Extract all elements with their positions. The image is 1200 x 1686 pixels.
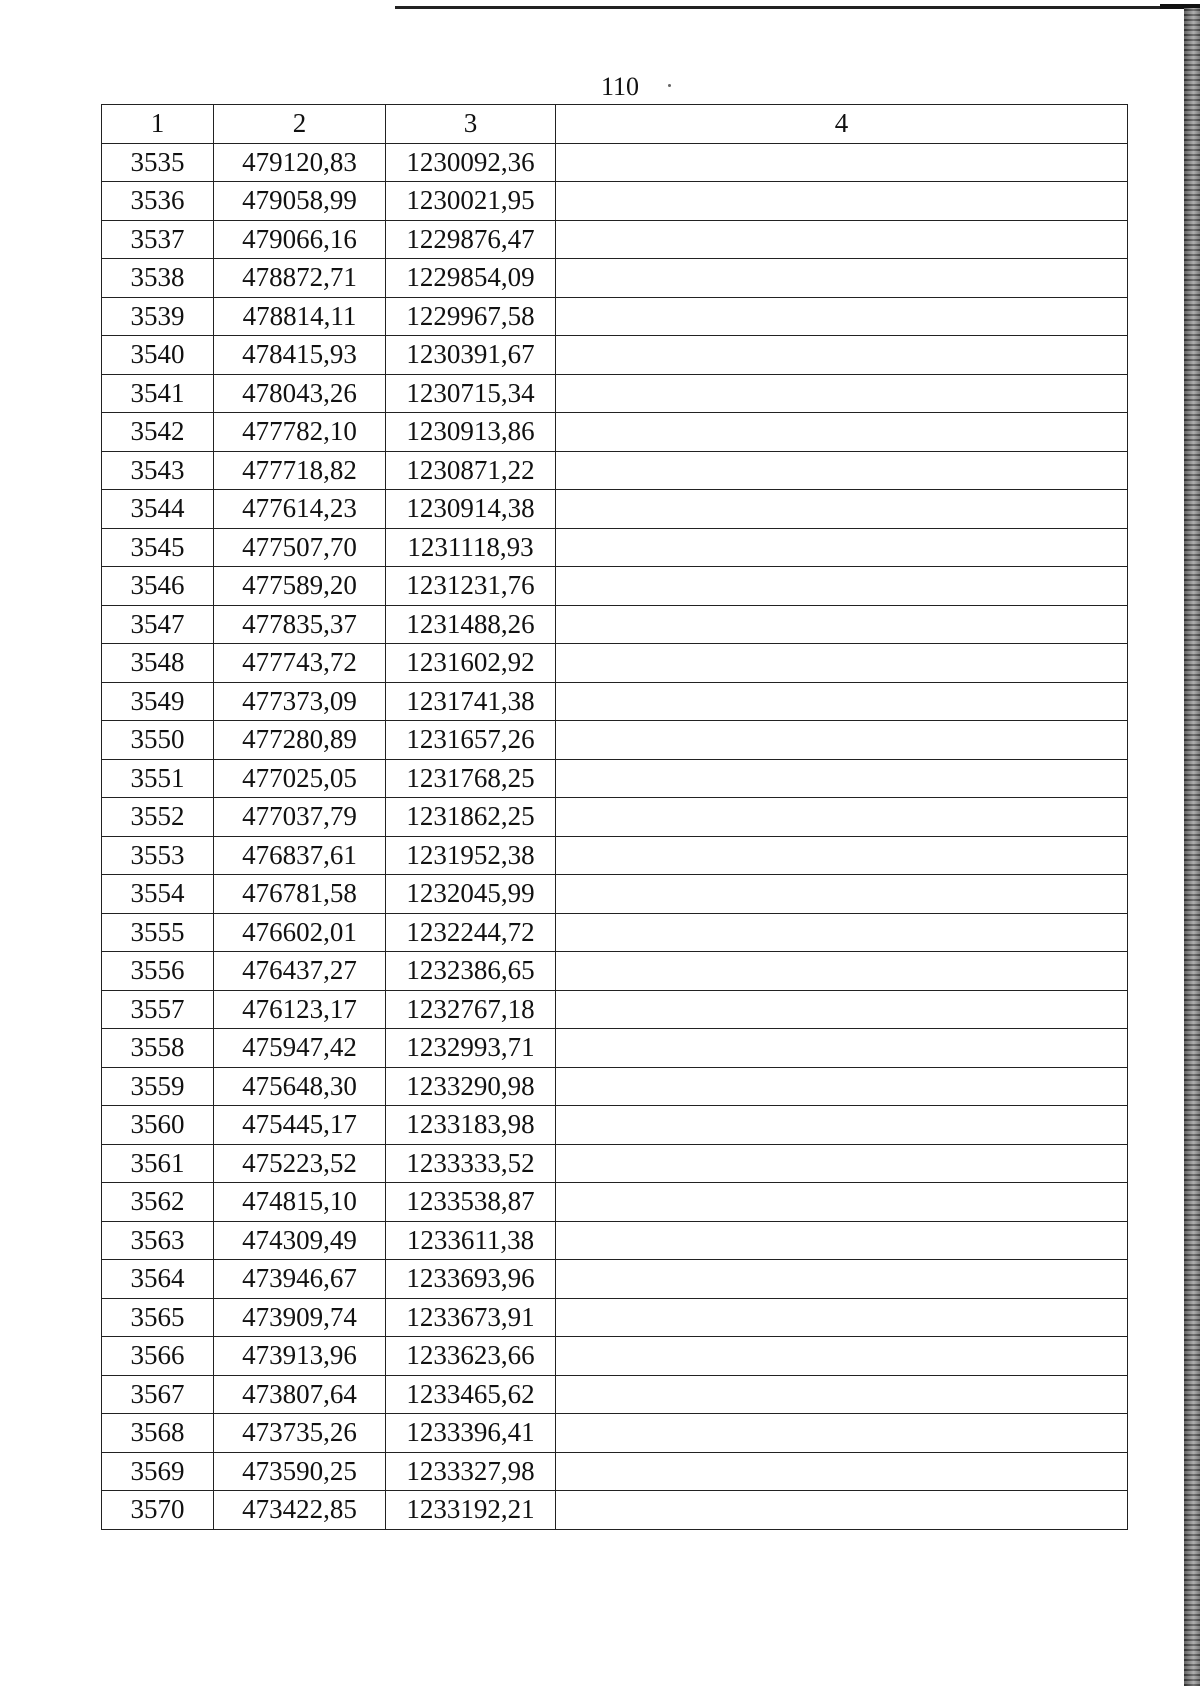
note-cell (556, 836, 1128, 875)
table-row (102, 297, 1128, 336)
x-coordinate-cell: 473807,64 (214, 1375, 386, 1414)
table-row (102, 182, 1128, 221)
note-cell (556, 798, 1128, 837)
point-number-cell: 3547 (102, 605, 214, 644)
y-coordinate-cell: 1233611,38 (386, 1221, 556, 1260)
y-coordinate-cell: 1231602,92 (386, 644, 556, 683)
note-cell (556, 1491, 1128, 1530)
note-cell (556, 374, 1128, 413)
note-cell (556, 1183, 1128, 1222)
page-number: 110 (600, 72, 640, 101)
x-coordinate-cell: 476123,17 (214, 990, 386, 1029)
y-coordinate-cell: 1231952,38 (386, 836, 556, 875)
column-header-1: 1 (102, 105, 214, 144)
x-coordinate-cell: 473590,25 (214, 1452, 386, 1491)
note-cell (556, 1452, 1128, 1491)
point-number-cell: 3569 (102, 1452, 214, 1491)
note-cell (556, 297, 1128, 336)
note-cell (556, 990, 1128, 1029)
note-cell (556, 490, 1128, 529)
point-number-cell: 3560 (102, 1106, 214, 1145)
point-number-cell: 3556 (102, 952, 214, 991)
note-cell (556, 1029, 1128, 1068)
point-number-cell: 3545 (102, 528, 214, 567)
column-header-4: 4 (556, 105, 1128, 144)
table-row (102, 1106, 1128, 1145)
note-cell (556, 182, 1128, 221)
table-row (102, 567, 1128, 606)
point-number-cell: 3568 (102, 1414, 214, 1453)
point-number-cell: 3543 (102, 451, 214, 490)
y-coordinate-cell: 1231231,76 (386, 567, 556, 606)
table-row (102, 259, 1128, 298)
y-coordinate-cell: 1232045,99 (386, 875, 556, 914)
y-coordinate-cell: 1233623,66 (386, 1337, 556, 1376)
table-row (102, 143, 1128, 182)
table-row (102, 721, 1128, 760)
point-number-cell: 3548 (102, 644, 214, 683)
coordinates-table (101, 104, 1128, 1530)
table-row (102, 1067, 1128, 1106)
x-coordinate-cell: 474815,10 (214, 1183, 386, 1222)
table-row (102, 374, 1128, 413)
table-row (102, 336, 1128, 375)
y-coordinate-cell: 1233538,87 (386, 1183, 556, 1222)
point-number-cell: 3546 (102, 567, 214, 606)
y-coordinate-cell: 1232244,72 (386, 913, 556, 952)
x-coordinate-cell: 479066,16 (214, 220, 386, 259)
y-coordinate-cell: 1232993,71 (386, 1029, 556, 1068)
point-number-cell: 3564 (102, 1260, 214, 1299)
point-number-cell: 3544 (102, 490, 214, 529)
y-coordinate-cell: 1233693,96 (386, 1260, 556, 1299)
table-row (102, 836, 1128, 875)
point-number-cell: 3557 (102, 990, 214, 1029)
y-coordinate-cell: 1232386,65 (386, 952, 556, 991)
table-body (102, 143, 1128, 1529)
table-row (102, 952, 1128, 991)
point-number-cell: 3555 (102, 913, 214, 952)
note-cell (556, 875, 1128, 914)
table-row (102, 759, 1128, 798)
y-coordinate-cell: 1233673,91 (386, 1298, 556, 1337)
point-number-cell: 3562 (102, 1183, 214, 1222)
note-cell (556, 913, 1128, 952)
column-header-3: 3 (386, 105, 556, 144)
point-number-cell: 3540 (102, 336, 214, 375)
x-coordinate-cell: 478043,26 (214, 374, 386, 413)
note-cell (556, 1375, 1128, 1414)
point-number-cell: 3563 (102, 1221, 214, 1260)
point-number-cell: 3565 (102, 1298, 214, 1337)
table-row (102, 1221, 1128, 1260)
table-row (102, 1375, 1128, 1414)
table-header (102, 105, 1128, 144)
note-cell (556, 1067, 1128, 1106)
table-row (102, 220, 1128, 259)
y-coordinate-cell: 1230092,36 (386, 143, 556, 182)
y-coordinate-cell: 1233183,98 (386, 1106, 556, 1145)
y-coordinate-cell: 1231862,25 (386, 798, 556, 837)
note-cell (556, 1144, 1128, 1183)
table-row (102, 528, 1128, 567)
x-coordinate-cell: 477782,10 (214, 413, 386, 452)
y-coordinate-cell: 1230391,67 (386, 336, 556, 375)
point-number-cell: 3561 (102, 1144, 214, 1183)
y-coordinate-cell: 1233327,98 (386, 1452, 556, 1491)
note-cell (556, 721, 1128, 760)
y-coordinate-cell: 1229854,09 (386, 259, 556, 298)
y-coordinate-cell: 1231488,26 (386, 605, 556, 644)
x-coordinate-cell: 477743,72 (214, 644, 386, 683)
table-row (102, 451, 1128, 490)
y-coordinate-cell: 1230914,38 (386, 490, 556, 529)
note-cell (556, 1221, 1128, 1260)
y-coordinate-cell: 1230913,86 (386, 413, 556, 452)
y-coordinate-cell: 1231768,25 (386, 759, 556, 798)
y-coordinate-cell: 1233333,52 (386, 1144, 556, 1183)
x-coordinate-cell: 476781,58 (214, 875, 386, 914)
table-row (102, 1414, 1128, 1453)
table-row (102, 490, 1128, 529)
x-coordinate-cell: 475947,42 (214, 1029, 386, 1068)
note-cell (556, 220, 1128, 259)
table-row (102, 1491, 1128, 1530)
y-coordinate-cell: 1231118,93 (386, 528, 556, 567)
note-cell (556, 451, 1128, 490)
x-coordinate-cell: 477025,05 (214, 759, 386, 798)
table-row (102, 1337, 1128, 1376)
x-coordinate-cell: 475223,52 (214, 1144, 386, 1183)
y-coordinate-cell: 1231657,26 (386, 721, 556, 760)
scan-speck (668, 84, 671, 87)
y-coordinate-cell: 1229876,47 (386, 220, 556, 259)
note-cell (556, 528, 1128, 567)
table-row (102, 1029, 1128, 1068)
top-border-line (395, 6, 1175, 9)
table-row (102, 798, 1128, 837)
header-row (102, 105, 1128, 144)
note-cell (556, 336, 1128, 375)
x-coordinate-cell: 476602,01 (214, 913, 386, 952)
y-coordinate-cell: 1233192,21 (386, 1491, 556, 1530)
y-coordinate-cell: 1232767,18 (386, 990, 556, 1029)
table-row (102, 1144, 1128, 1183)
table-row (102, 682, 1128, 721)
x-coordinate-cell: 477718,82 (214, 451, 386, 490)
point-number-cell: 3551 (102, 759, 214, 798)
x-coordinate-cell: 473913,96 (214, 1337, 386, 1376)
point-number-cell: 3554 (102, 875, 214, 914)
table-row (102, 875, 1128, 914)
x-coordinate-cell: 477589,20 (214, 567, 386, 606)
point-number-cell: 3570 (102, 1491, 214, 1530)
note-cell (556, 682, 1128, 721)
y-coordinate-cell: 1230715,34 (386, 374, 556, 413)
point-number-cell: 3538 (102, 259, 214, 298)
point-number-cell: 3542 (102, 413, 214, 452)
x-coordinate-cell: 477037,79 (214, 798, 386, 837)
x-coordinate-cell: 477614,23 (214, 490, 386, 529)
x-coordinate-cell: 475648,30 (214, 1067, 386, 1106)
note-cell (556, 1298, 1128, 1337)
x-coordinate-cell: 479058,99 (214, 182, 386, 221)
table-row (102, 1183, 1128, 1222)
note-cell (556, 1106, 1128, 1145)
table-row (102, 605, 1128, 644)
x-coordinate-cell: 475445,17 (214, 1106, 386, 1145)
note-cell (556, 644, 1128, 683)
note-cell (556, 605, 1128, 644)
x-coordinate-cell: 474309,49 (214, 1221, 386, 1260)
point-number-cell: 3539 (102, 297, 214, 336)
x-coordinate-cell: 478415,93 (214, 336, 386, 375)
x-coordinate-cell: 477280,89 (214, 721, 386, 760)
x-coordinate-cell: 476437,27 (214, 952, 386, 991)
x-coordinate-cell: 473909,74 (214, 1298, 386, 1337)
x-coordinate-cell: 476837,61 (214, 836, 386, 875)
table-row (102, 990, 1128, 1029)
note-cell (556, 952, 1128, 991)
y-coordinate-cell: 1230871,22 (386, 451, 556, 490)
x-coordinate-cell: 473422,85 (214, 1491, 386, 1530)
y-coordinate-cell: 1233396,41 (386, 1414, 556, 1453)
note-cell (556, 143, 1128, 182)
note-cell (556, 413, 1128, 452)
table-row (102, 1298, 1128, 1337)
point-number-cell: 3537 (102, 220, 214, 259)
x-coordinate-cell: 478814,11 (214, 297, 386, 336)
point-number-cell: 3550 (102, 721, 214, 760)
point-number-cell: 3541 (102, 374, 214, 413)
x-coordinate-cell: 478872,71 (214, 259, 386, 298)
note-cell (556, 759, 1128, 798)
point-number-cell: 3536 (102, 182, 214, 221)
note-cell (556, 1260, 1128, 1299)
point-number-cell: 3552 (102, 798, 214, 837)
x-coordinate-cell: 477507,70 (214, 528, 386, 567)
point-number-cell: 3566 (102, 1337, 214, 1376)
y-coordinate-cell: 1230021,95 (386, 182, 556, 221)
x-coordinate-cell: 473946,67 (214, 1260, 386, 1299)
note-cell (556, 1414, 1128, 1453)
point-number-cell: 3559 (102, 1067, 214, 1106)
note-cell (556, 259, 1128, 298)
point-number-cell: 3553 (102, 836, 214, 875)
scan-edge-shadow (1184, 8, 1200, 1686)
x-coordinate-cell: 477373,09 (214, 682, 386, 721)
x-coordinate-cell: 473735,26 (214, 1414, 386, 1453)
point-number-cell: 3567 (102, 1375, 214, 1414)
table-row (102, 1260, 1128, 1299)
point-number-cell: 3549 (102, 682, 214, 721)
column-header-2: 2 (214, 105, 386, 144)
y-coordinate-cell: 1233465,62 (386, 1375, 556, 1414)
x-coordinate-cell: 477835,37 (214, 605, 386, 644)
table-row (102, 644, 1128, 683)
y-coordinate-cell: 1231741,38 (386, 682, 556, 721)
y-coordinate-cell: 1229967,58 (386, 297, 556, 336)
table-row (102, 1452, 1128, 1491)
note-cell (556, 1337, 1128, 1376)
x-coordinate-cell: 479120,83 (214, 143, 386, 182)
note-cell (556, 567, 1128, 606)
table-row (102, 913, 1128, 952)
point-number-cell: 3558 (102, 1029, 214, 1068)
point-number-cell: 3535 (102, 143, 214, 182)
table-row (102, 413, 1128, 452)
y-coordinate-cell: 1233290,98 (386, 1067, 556, 1106)
